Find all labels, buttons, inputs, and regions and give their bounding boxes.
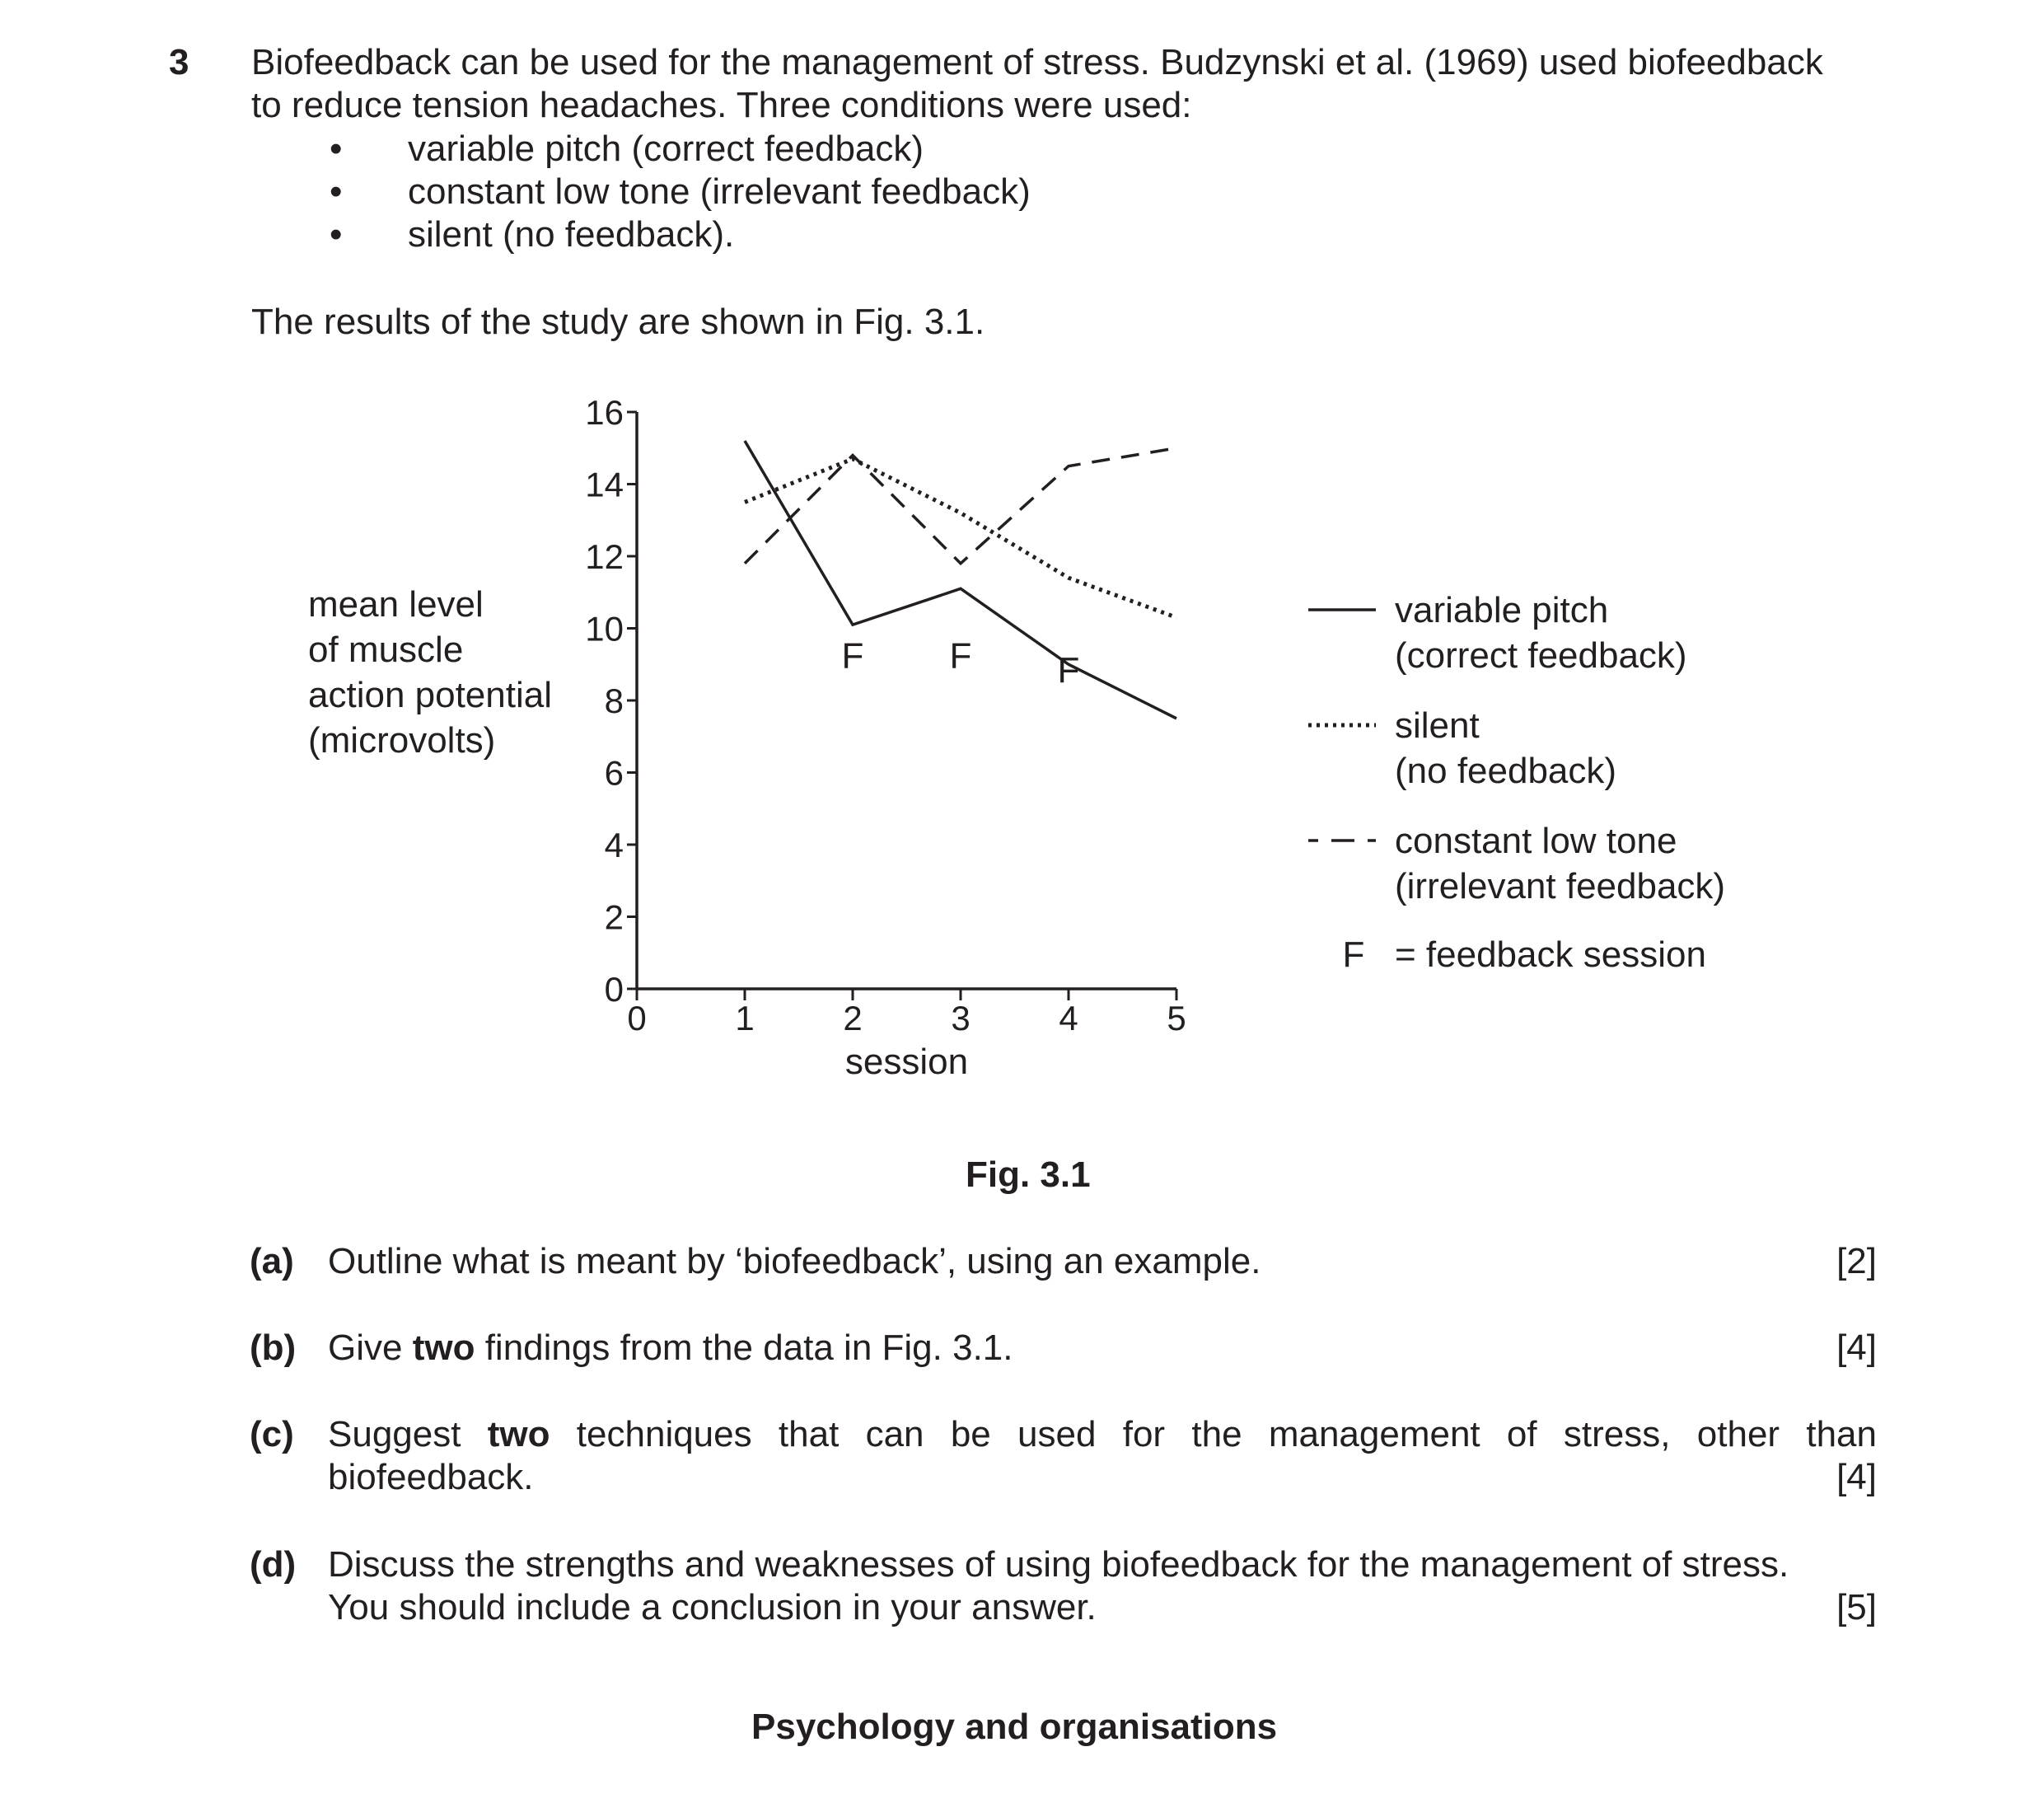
bullet-dot: • [330, 214, 343, 255]
chart-axes [637, 412, 1176, 989]
bullet-dot: • [330, 171, 343, 212]
feedback-mark: F [949, 635, 972, 677]
y-tick-label: 12 [585, 537, 624, 576]
intro-line-2: to reduce tension headaches. Three conditions were used: [251, 85, 1192, 125]
y-tick-label: 16 [585, 393, 624, 432]
y-axis-label-line: (microvolts) [308, 720, 496, 761]
x-tick-label: 0 [627, 999, 647, 1037]
y-axis-label-line: mean level [308, 584, 484, 625]
y-tick-label: 6 [604, 753, 624, 793]
part-b-text [328, 1327, 1013, 1370]
part-c-label: (c) [250, 1414, 294, 1454]
figure-caption: Fig. 3.1 [966, 1154, 1091, 1195]
part-a-label: (a) [250, 1241, 294, 1281]
legend-f-symbol: F [1342, 934, 1365, 975]
y-tick-label: 14 [585, 465, 624, 504]
feedback-mark: F [1057, 650, 1080, 691]
part-c-bold: two [487, 1414, 550, 1454]
section-heading: Psychology and organisations [751, 1707, 1278, 1747]
legend-label-sub: (irrelevant feedback) [1395, 866, 1726, 906]
intro-line-1: Biofeedback can be used for the management of stress. Budzynski et al. (1969) used biofeedback [251, 42, 1823, 82]
series-line-solid [745, 441, 1176, 719]
y-tick-label: 8 [604, 681, 624, 720]
question-number: 3 [169, 42, 189, 82]
y-tick-label: 4 [604, 826, 624, 864]
x-tick-label: 4 [1059, 999, 1078, 1037]
part-b-text-after: findings from the data in Fig. 3.1. [475, 1328, 1013, 1368]
legend-label: variable pitch [1395, 590, 1609, 630]
y-tick-label: 2 [604, 897, 624, 937]
part-c-line-1 [328, 1413, 1877, 1456]
part-d-line-1: Discuss the strengths and weaknesses of using biofeedback for the management of stress. [328, 1544, 1789, 1585]
legend-label-sub: (correct feedback) [1395, 635, 1687, 676]
part-d-line-2: You should include a conclusion in your answer. [328, 1587, 1097, 1627]
feedback-marks [842, 636, 1080, 691]
part-b-text-before: Give [328, 1328, 413, 1368]
bullet-dot: • [330, 129, 343, 169]
y-tick-label: 10 [585, 609, 624, 649]
part-b-mark: [4] [1836, 1328, 1877, 1368]
part-d-label: (d) [250, 1544, 297, 1585]
part-c-mark: [4] [1836, 1457, 1877, 1497]
legend-label: silent [1395, 705, 1480, 746]
bullet-item-1: variable pitch (correct feedback) [408, 129, 924, 169]
chart-series [745, 441, 1176, 719]
bullet-item-3: silent (no feedback). [408, 214, 735, 255]
x-axis-label: session [844, 1042, 969, 1082]
y-tick-label: 0 [604, 970, 624, 1009]
x-tick-label: 2 [843, 999, 863, 1037]
legend-label-sub: (no feedback) [1395, 751, 1617, 791]
y-axis-label [308, 584, 552, 761]
x-tick-label: 3 [951, 999, 971, 1037]
part-a-mark: [2] [1836, 1241, 1877, 1281]
part-b-bold: two [412, 1328, 475, 1368]
series-line-dashed [745, 448, 1176, 564]
x-tick-label: 5 [1167, 999, 1186, 1037]
part-a-text: Outline what is meant by ‘biofeedback’, using an example. [328, 1241, 1261, 1281]
chart-ticks [585, 393, 1186, 1082]
part-c-line-2: biofeedback. [328, 1457, 534, 1497]
part-d-mark: [5] [1836, 1587, 1877, 1627]
legend-label: constant low tone [1395, 821, 1677, 861]
x-tick-label: 1 [735, 999, 755, 1037]
y-axis-label-line: action potential [308, 675, 552, 715]
bullet-item-2: constant low tone (irrelevant feedback) [408, 171, 1031, 212]
part-b-label: (b) [250, 1328, 297, 1368]
part-c-text-before: Suggest [328, 1414, 488, 1454]
results-sentence: The results of the study are shown in Fig. 3.1. [251, 302, 985, 342]
series-line-dotted [745, 459, 1176, 618]
legend-f-text: = feedback session [1395, 934, 1706, 975]
part-c-text-after: techniques that can be used for the management of stress, other than [550, 1414, 1877, 1454]
feedback-mark: F [841, 635, 864, 677]
chart-legend [1308, 590, 1725, 975]
y-axis-label-line: of muscle [308, 630, 464, 670]
